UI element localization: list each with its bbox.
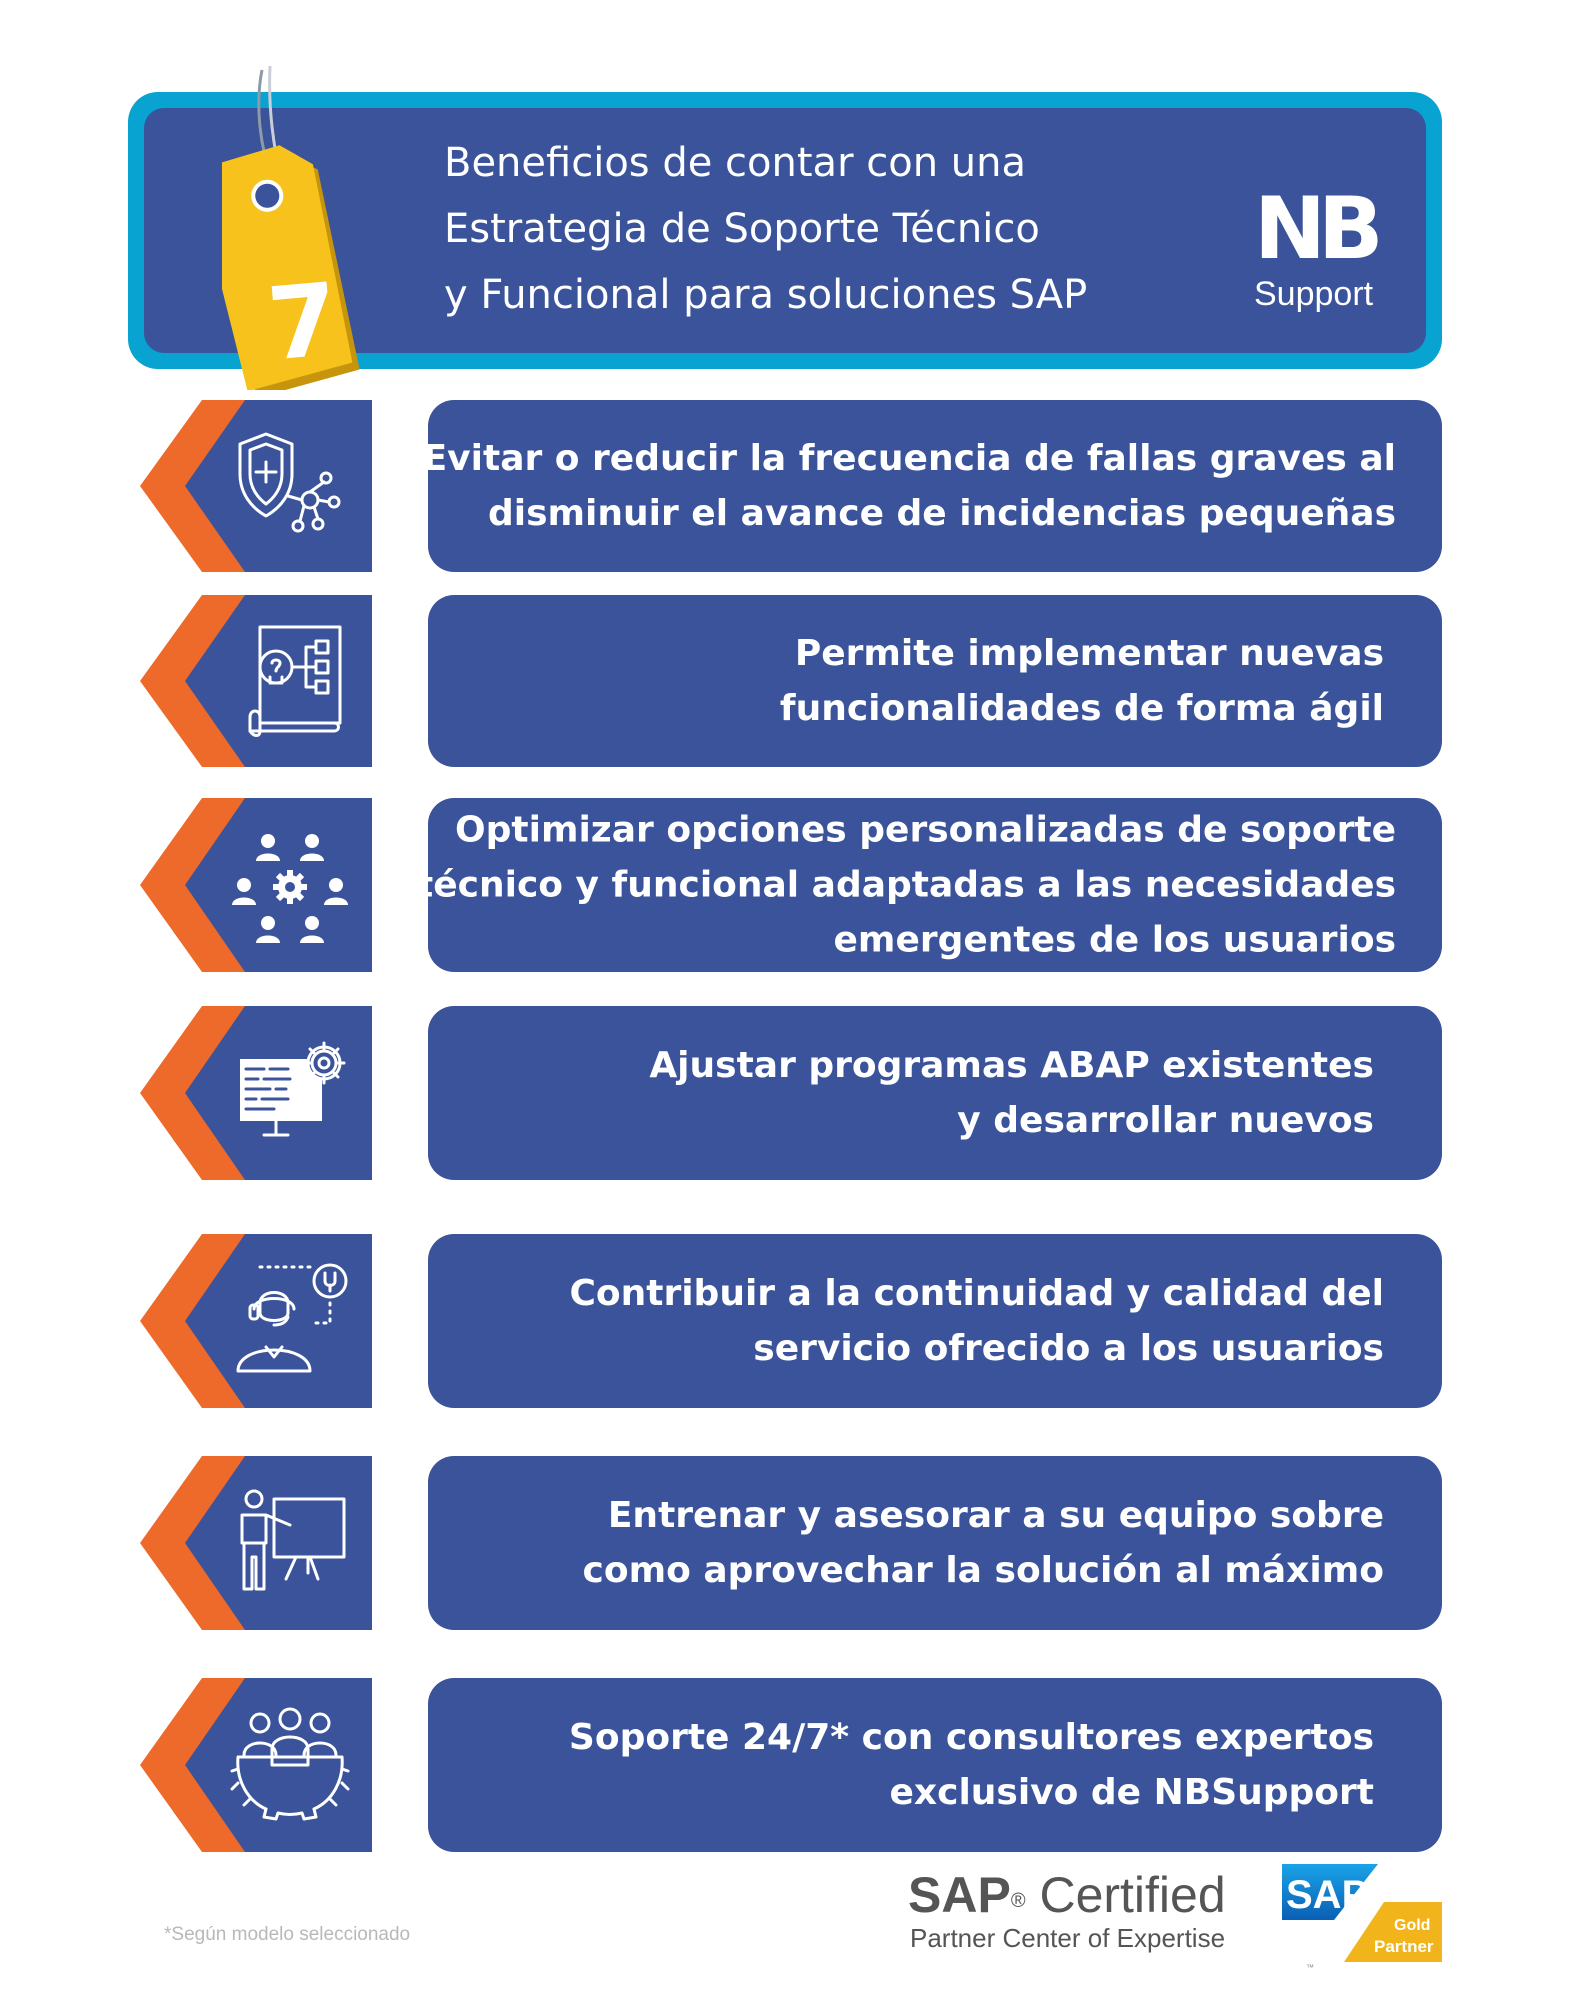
sap-gold-line2: Partner [1374, 1937, 1434, 1956]
benefit-line: Ajustar programas ABAP existentes [649, 1045, 1374, 1086]
benefit-line: Optimizar opciones personalizadas de soporte [455, 809, 1396, 851]
benefit-text [649, 1038, 1374, 1148]
benefit-line: disminuir el avance de incidencias pequeñas [488, 493, 1396, 534]
benefit-card [428, 1456, 1442, 1630]
benefit-line: Evitar o reducir la frecuencia de fallas graves al [422, 438, 1396, 479]
benefit-line: servicio ofrecido a los usuarios [753, 1328, 1384, 1369]
benefit-card [428, 1234, 1442, 1408]
shield-network-icon [230, 426, 350, 546]
trademark-mark: ™ [1306, 1963, 1314, 1970]
benefit-row [0, 400, 1579, 572]
team-gear-icon [230, 1705, 350, 1825]
benefit-card [428, 1006, 1442, 1180]
sap-certified-subtitle: Partner Center of Expertise [910, 1923, 1226, 1953]
benefit-row [0, 1006, 1579, 1180]
nb-logo-mark: NB [1254, 179, 1376, 279]
support-agent-icon [230, 1261, 350, 1381]
benefit-text [569, 1266, 1384, 1376]
nb-logo-sub: Support [1254, 275, 1374, 313]
monitor-code-gear-icon [230, 1033, 350, 1153]
number-tag-icon [222, 60, 602, 390]
benefit-text [416, 803, 1396, 968]
blueprint-lightbulb-icon [230, 621, 350, 741]
header-title-line: y Funcional para soluciones SAP [444, 272, 1088, 318]
benefit-row [0, 1234, 1579, 1408]
benefit-line: y desarrollar nuevos [957, 1100, 1374, 1141]
benefit-card [428, 1678, 1442, 1852]
registered-mark: ® [1010, 1890, 1026, 1912]
sap-gold-sap-text: SAP [1286, 1873, 1369, 1917]
certified-word: Certified [1039, 1867, 1226, 1923]
benefit-row [0, 1678, 1579, 1852]
benefit-line: emergentes de los usuarios [833, 919, 1396, 961]
benefit-row [0, 595, 1579, 767]
benefit-line: Soporte 24/7* con consultores expertos [568, 1717, 1374, 1758]
presentation-trainer-icon [230, 1483, 350, 1603]
benefit-card [416, 798, 1442, 972]
benefit-line: Contribuir a la continuidad y calidad del [569, 1273, 1384, 1314]
benefit-line: Entrenar y asesorar a su equipo sobre [607, 1495, 1384, 1536]
benefit-row [0, 1456, 1579, 1630]
benefit-text [423, 431, 1396, 541]
sap-gold-partner-logo [1282, 1864, 1442, 1970]
header-title-line: Estrategia de Soporte Técnico [444, 206, 1040, 252]
sap-word: SAP [908, 1867, 1011, 1923]
footnote: *Según modelo seleccionado [164, 1924, 411, 1945]
benefit-text [780, 626, 1384, 736]
sap-certified-title [908, 1866, 1226, 1924]
nb-support-logo [1240, 180, 1392, 325]
benefit-line: como aprovechar la solución al máximo [582, 1550, 1384, 1591]
benefit-line: funcionalidades de forma ágil [779, 688, 1384, 729]
benefit-text [583, 1488, 1384, 1598]
tag-number: 7 [263, 260, 343, 384]
benefit-line: Permite implementar nuevas [794, 633, 1384, 674]
benefit-card [422, 400, 1442, 572]
header-title-line: Beneficios de contar con una [444, 140, 1026, 186]
sap-gold-line1: Gold [1394, 1917, 1431, 1934]
benefit-row [0, 798, 1579, 972]
benefit-card [428, 595, 1442, 767]
benefit-line: técnico y funcional adaptadas a las necesidades [416, 864, 1396, 906]
sap-certified-badge [908, 1866, 1228, 1966]
people-gear-icon [230, 825, 350, 945]
benefit-line: exclusivo de NBSupport [889, 1772, 1374, 1813]
benefit-text [569, 1710, 1374, 1820]
